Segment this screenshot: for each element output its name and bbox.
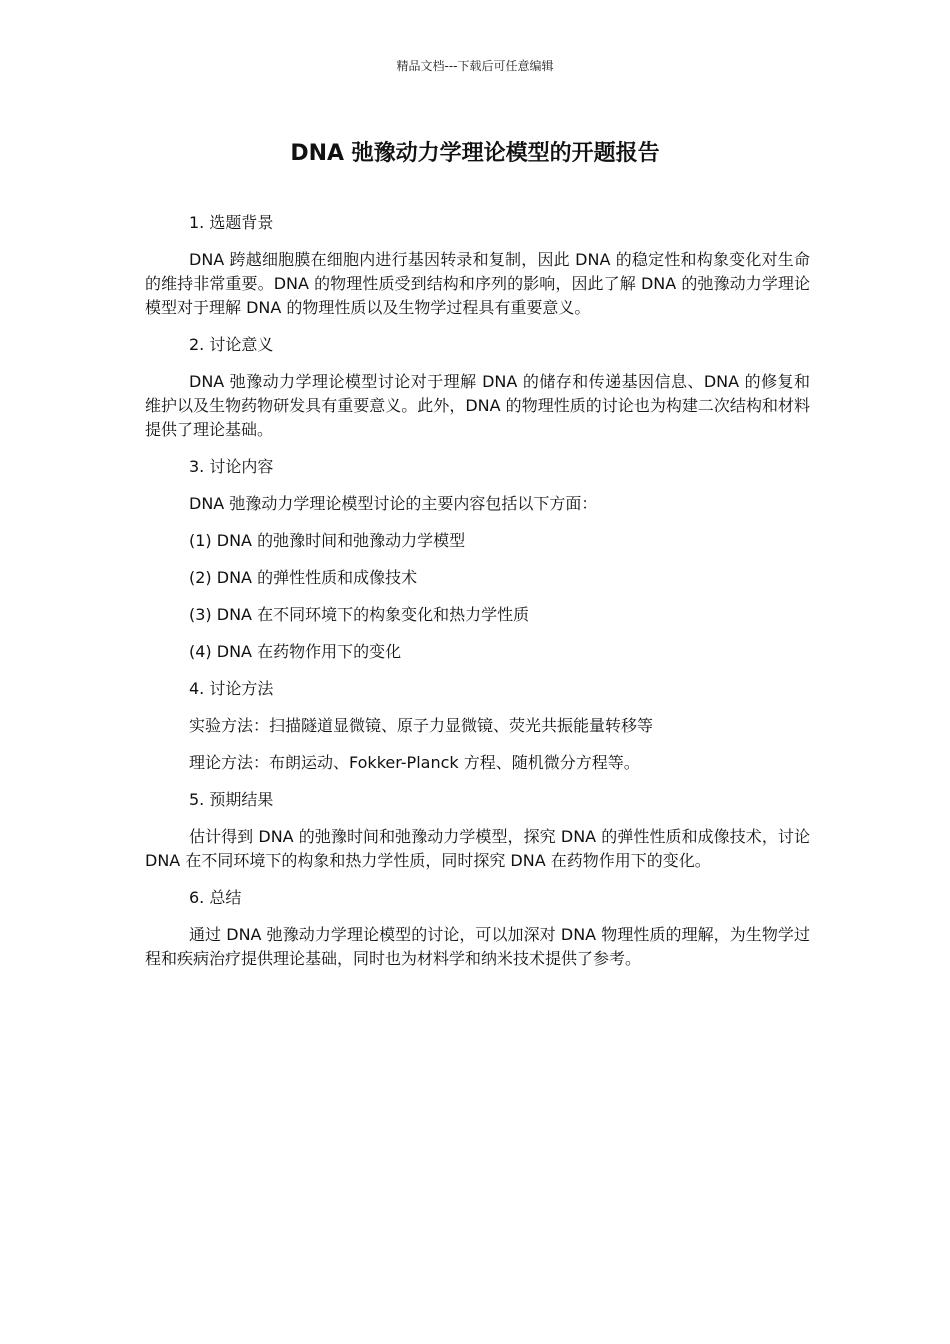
section-heading: 4. 讨论方法 xyxy=(189,679,274,698)
section-heading: 1. 选题背景 xyxy=(189,213,274,232)
list-item: (1) DNA 的弛豫时间和弛豫动力学模型 xyxy=(189,531,466,550)
paragraph: DNA 弛豫动力学理论模型讨论的主要内容包括以下方面： xyxy=(189,494,598,513)
section-heading: 2. 讨论意义 xyxy=(189,335,274,354)
document-title: DNA 弛豫动力学理论模型的开题报告 xyxy=(290,141,660,166)
section-heading: 6. 总结 xyxy=(189,888,242,907)
paragraph: 估计得到 DNA 的弛豫时间和弛豫动力学模型，探究 DNA 的弹性性质和成像技术，讨论 DNA 在不同环境下的构象和热力学性质，同时探究 DNA 在药物作用下的变化。 xyxy=(145,827,810,870)
paragraph: DNA 弛豫动力学理论模型讨论对于理解 DNA 的储存和传递基因信息、DNA 的修复和维护以及生物药物研发具有重要意义。此外，DNA 的物理性质的讨论也为构建二次结构和材料提供了理论基础。 xyxy=(145,372,810,439)
list-item: 实验方法：扫描隧道显微镜、原子力显微镜、荧光共振能量转移等 xyxy=(189,716,654,735)
list-item: (3) DNA 在不同环境下的构象变化和热力学性质 xyxy=(189,605,530,624)
list-item: 理论方法：布朗运动、Fokker-Planck 方程、随机微分方程等。 xyxy=(189,753,640,772)
list-item: (4) DNA 在药物作用下的变化 xyxy=(189,642,402,661)
list-item: (2) DNA 的弹性性质和成像技术 xyxy=(189,568,418,587)
section-heading: 3. 讨论内容 xyxy=(189,457,274,476)
page-header: 精品文档---下载后可任意编辑 xyxy=(396,59,554,73)
document-body xyxy=(145,211,810,984)
paragraph: 通过 DNA 弛豫动力学理论模型的讨论，可以加深对 DNA 物理性质的理解，为生物学过程和疾病治疗提供理论基础，同时也为材料学和纳米技术提供了参考。 xyxy=(145,925,810,968)
section-heading: 5. 预期结果 xyxy=(189,790,274,809)
paragraph: DNA 跨越细胞膜在细胞内进行基因转录和复制，因此 DNA 的稳定性和构象变化对生命的维持非常重要。DNA 的物理性质受到结构和序列的影响，因此了解 DNA 的弛豫动力学理论模型对于理解 DNA 的物理性质以及生物学过程具有重要意义。 xyxy=(145,250,810,317)
